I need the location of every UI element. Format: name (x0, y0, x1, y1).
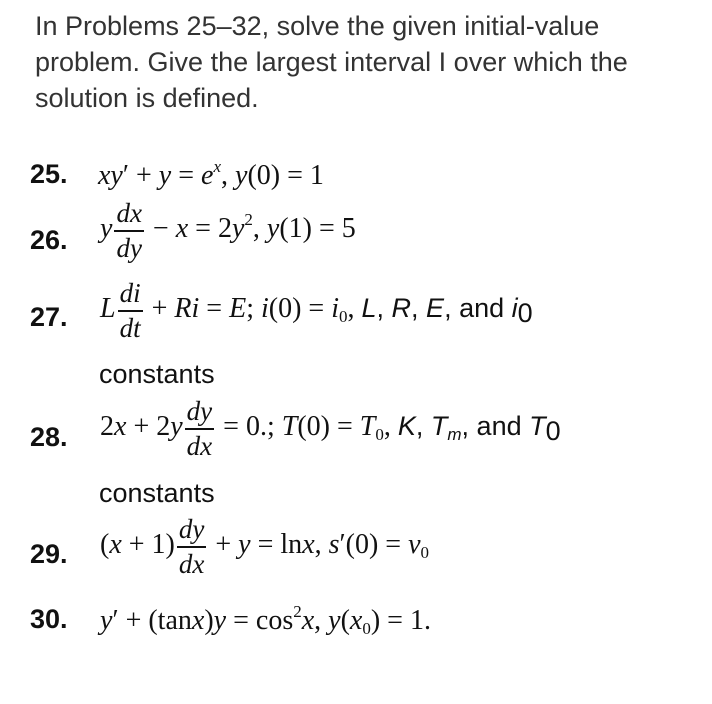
problem-number: 25. (30, 159, 68, 189)
problem-number: 30. (30, 604, 68, 634)
problem-26 (0, 200, 712, 270)
problem-28 (0, 398, 712, 468)
problem-28-continuation: constants (99, 478, 215, 508)
problem-29 (0, 516, 712, 586)
problem-equation: $y' + (\tan x)y = \cos^2x$, $y(x_0) = 1$. (100, 602, 431, 638)
problem-number: 29. (30, 539, 68, 569)
problem-number: 28. (30, 422, 68, 452)
problem-equation: L $\frac{di}{dt}$ + Ri = E; $i(0) = i_0$, L, R, E, and $i_0$ (100, 278, 533, 343)
problem-number: 26. (30, 225, 68, 255)
problem-equation: (x + 1) $\frac{dy}{dx}$ + y = lnx, $s'(0) = v_0$ (100, 514, 430, 579)
problem-equation: y $\frac{dx}{dy}$ − $x = 2y^2$, y(1) = 5 (100, 198, 356, 263)
problem-equation: 2x + 2y $\frac{dy}{dx}$ = 0.; $T(0) = T_0$, K, $T_m$, and $T_0$ (100, 396, 561, 461)
problem-27 (0, 280, 712, 350)
problem-equation: $xy' + y = e^x$, y(0) = 1 (98, 157, 324, 191)
instructions-text: In Problems 25–32, solve the given initial-value problem. Give the largest interval I over which the solution is defined. (35, 11, 628, 113)
problem-30 (0, 598, 712, 668)
problem-27-continuation: constants (99, 359, 215, 389)
problem-number: 27. (30, 302, 68, 332)
